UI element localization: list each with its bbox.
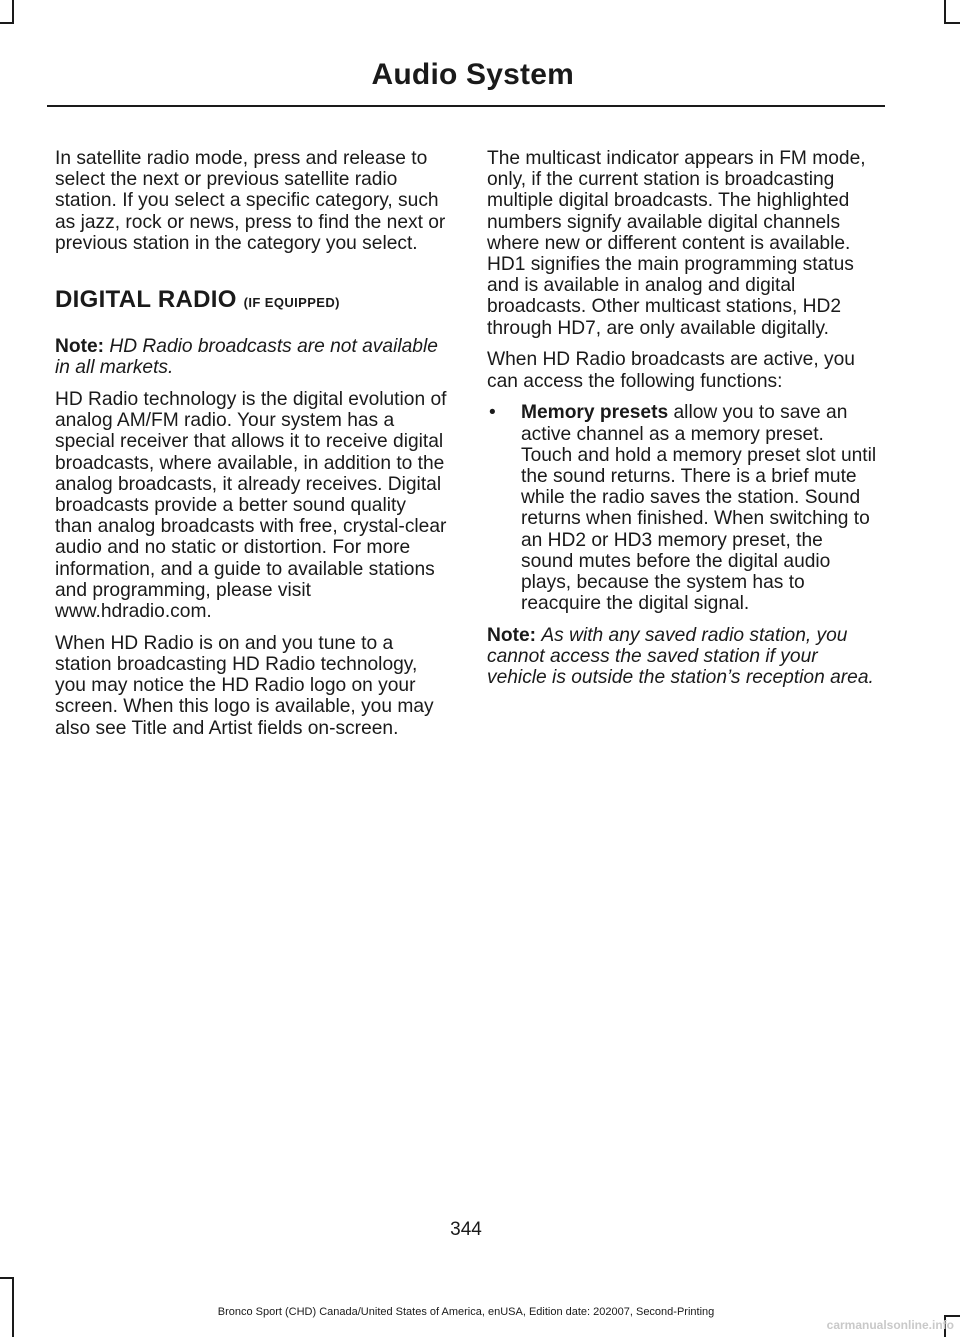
crop-mark-bottom-left-horizontal: [0, 1277, 14, 1279]
bullet-text: allow you to save an active channel as a memory preset. Touch and hold a memory preset slot until the sound returns. There is a brief mute while the radio saves the station. Sound returns when finished. When switching to an HD2 or HD3 memory preset, the sound mutes before the digital audio plays, because the system has to reacquire the digital signal.: [521, 402, 877, 615]
crop-mark-top-left-horizontal: [0, 22, 14, 24]
section-heading-suffix: (IF EQUIPPED): [243, 295, 340, 311]
note-text: As with any saved radio station, you cannot access the saved station if your vehicle is outside the station’s reception area.: [487, 625, 874, 689]
functions-intro-paragraph: When HD Radio broadcasts are active, you can access the following functions:: [487, 349, 855, 392]
note-paragraph: [487, 625, 879, 689]
left-column: [55, 148, 447, 749]
satellite-radio-paragraph: In satellite radio mode, press and release to select the next or previous satellite radio station. If you select a specific category, such as jazz, rock or news, press to find the next or previous station in the category you select.: [55, 148, 446, 254]
note-paragraph: [55, 336, 447, 378]
watermark: carmanualsonline.info: [826, 1318, 954, 1332]
hd-radio-technology-paragraph: HD Radio technology is the digital evolution of analog AM/FM radio. Your system has a special receiver that allows it to receive digital broadcasts, where available, in addition to the analog broadcasts, it already receives. Digital broadcasts provide a better sound quality than analog broadcasts with free, crystal-clear audio and no static or distortion. For more information, and a guide to available stations and programming, please visit www.hdradio.com.: [55, 389, 447, 623]
section-heading-text: DIGITAL RADIO: [55, 286, 237, 314]
bullet-term: Memory presets: [521, 402, 669, 424]
note-label: Note:: [487, 625, 537, 647]
note-text: HD Radio broadcasts are not available in all markets.: [55, 336, 438, 379]
crop-mark-top-left-vertical: [12, 0, 14, 24]
edition-footer: Bronco Sport (CHD) Canada/United States of America, enUSA, Edition date: 202007, Second-Printing: [217, 1306, 715, 1318]
page-number: 344: [450, 1219, 482, 1240]
note-label: Note:: [55, 336, 105, 358]
hd-radio-logo-paragraph: When HD Radio is on and you tune to a station broadcasting HD Radio technology, you may notice the HD Radio logo on your screen. When this logo is available, you may also see Title and Artist fields on-screen.: [55, 632, 434, 739]
right-column: [487, 148, 879, 699]
crop-mark-bottom-right-horizontal: [944, 1315, 960, 1317]
page-title: Audio System: [371, 58, 574, 91]
multicast-paragraph: The multicast indicator appears in FM mode, only, if the current station is broadcasting multiple digital broadcasts. The highlighted numbers signify available digital channels where new or different content is available. HD1 signifies the main programming status and is available in analog and digital broadcasts. Other multicast stations, HD2 through HD7, are only available digitally.: [487, 148, 866, 339]
section-heading: [55, 287, 447, 316]
bullet-icon: •: [489, 402, 496, 424]
list-item: [487, 402, 879, 614]
crop-mark-top-right-horizontal: [944, 22, 960, 24]
crop-mark-top-right-vertical: [944, 0, 946, 24]
header-rule: [47, 105, 885, 107]
